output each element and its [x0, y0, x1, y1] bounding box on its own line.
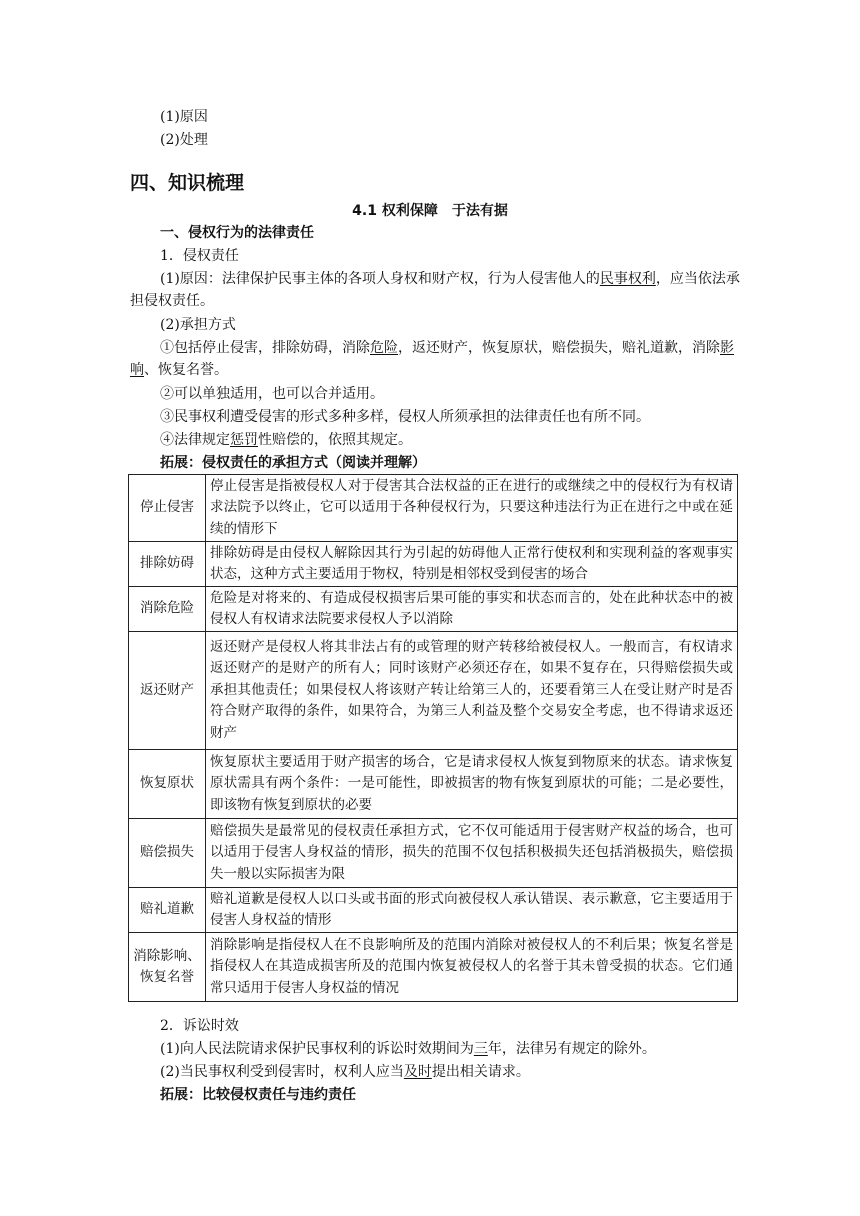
table-cell-term: 恢复原状 — [129, 750, 206, 819]
item-handling: (2)处理 — [160, 132, 208, 148]
paragraph-timely-claim: (2)当民事权利受到侵害时，权利人应当及时提出相关请求。 — [160, 1064, 530, 1080]
table-row — [129, 632, 738, 750]
paragraph-cause: (1)原因：法律保护民事主体的各项人身权和财产权，行为人侵害他人的民事权利，应当依法承担侵权责任。 — [130, 271, 740, 309]
table-cell-term: 消除影响、恢复名誉 — [129, 933, 206, 1002]
subsection-heading: 1．侵权责任 — [160, 248, 239, 264]
paragraph-limitation-period: (1)向人民法院请求保护民事权利的诉讼时效期间为三年，法律另有规定的除外。 — [160, 1041, 656, 1057]
underlined-term: 危险 — [370, 340, 398, 356]
table-cell-term: 赔偿损失 — [129, 819, 206, 888]
table-row — [129, 587, 738, 632]
extension-heading: 拓展：比较侵权责任与违约责任 — [160, 1087, 356, 1103]
table-cell-description: 危险是对将来的、有造成侵权损害后果可能的事实和状态而言的，处在此种状态中的被侵权人有权请求法院要求侵权人予以消除 — [206, 587, 738, 632]
table-row — [129, 750, 738, 819]
table-cell-term: 赔礼道歉 — [129, 888, 206, 933]
table-row — [129, 475, 738, 542]
liability-methods-table — [128, 474, 738, 1002]
extension-heading: 拓展：侵权责任的承担方式（阅读并理解） — [160, 455, 426, 471]
underlined-term: 三 — [473, 1041, 488, 1057]
table-row — [129, 542, 738, 587]
table-row — [129, 933, 738, 1002]
table-cell-term: 消除危险 — [129, 587, 206, 632]
table-cell-description: 排除妨碍是由侵权人解除因其行为引起的妨碍他人正常行使权利和实现利益的客观事实状态，这种方式主要适用于物权，特别是相邻权受到侵害的场合 — [206, 542, 738, 587]
table-cell-description: 返还财产是侵权人将其非法占有的或管理的财产转移给被侵权人。一般而言，有权请求返还财产的是财产的所有人；同时该财产必须还存在，如果不复存在，只得赔偿损失或承担其他责任；如果侵权人将该财产转让给第三人的，还要看第三人在受让财产时是否符合财产取得的条件，如果符合，为第三人利益及整个交易安全考虑，也不得请求返还财产 — [206, 632, 738, 750]
paragraph-point3: ③民事权利遭受侵害的形式多种多样，侵权人所须承担的法律责任也有所不同。 — [160, 409, 650, 425]
paragraph-methods-heading: (2)承担方式 — [160, 317, 236, 333]
underlined-term: 及时 — [403, 1064, 432, 1080]
paragraph-point2: ②可以单独适用，也可以合并适用。 — [160, 386, 384, 402]
table-row — [129, 819, 738, 888]
table-cell-description: 恢复原状主要适用于财产损害的场合，它是请求侵权人恢复到物原来的状态。请求恢复原状需具有两个条件：一是可能性，即被损害的物有恢复到原状的可能；二是必要性，即该物有恢复到原状的必要 — [206, 750, 738, 819]
lesson-title: 4.1 权利保障 于法有据 — [352, 203, 508, 219]
table-cell-description: 消除影响是指侵权人在不良影响所及的范围内消除对被侵权人的不利后果；恢复名誉是指侵权人在其造成损害所及的范围内恢复被侵权人的名誉于其未曾受损的状态。它们通常只适用于侵害人身权益的情况 — [206, 933, 738, 1002]
underlined-term: 民事权利 — [599, 271, 656, 287]
table-row — [129, 888, 738, 933]
paragraph-methods-list: ①包括停止侵害，排除妨碍，消除危险，返还财产，恢复原状，赔偿损失，赔礼道歉，消除影响、恢复名誉。 — [130, 340, 734, 378]
paragraph-point4: ④法律规定惩罚性赔偿的，依照其规定。 — [160, 432, 412, 448]
table-cell-term: 排除妨碍 — [129, 542, 206, 587]
subsection-heading: 2．诉讼时效 — [160, 1018, 239, 1034]
underlined-term: 惩罚 — [230, 432, 258, 448]
table-cell-description: 赔偿损失是最常见的侵权责任承担方式，它不仅可能适用于侵害财产权益的场合，也可以适用于侵害人身权益的情形，损失的范围不仅包括积极损失还包括消极损失，赔偿损失一般以实际损害为限 — [206, 819, 738, 888]
table-cell-term: 停止侵害 — [129, 475, 206, 542]
table-cell-term: 返还财产 — [129, 632, 206, 750]
table-cell-description: 停止侵害是指被侵权人对于侵害其合法权益的正在进行的或继续之中的侵权行为有权请求法院予以终止，它可以适用于各种侵权行为，只要这种违法行为正在进行之中或在延续的情形下 — [206, 475, 738, 542]
underlined-term: 影响 — [130, 340, 734, 378]
table-cell-description: 赔礼道歉是侵权人以口头或书面的形式向被侵权人承认错误、表示歉意，它主要适用于侵害人身权益的情形 — [206, 888, 738, 933]
item-reason: (1)原因 — [160, 109, 208, 125]
section-heading: 四、知识梳理 — [130, 172, 245, 194]
part1-heading: 一、侵权行为的法律责任 — [160, 225, 314, 241]
